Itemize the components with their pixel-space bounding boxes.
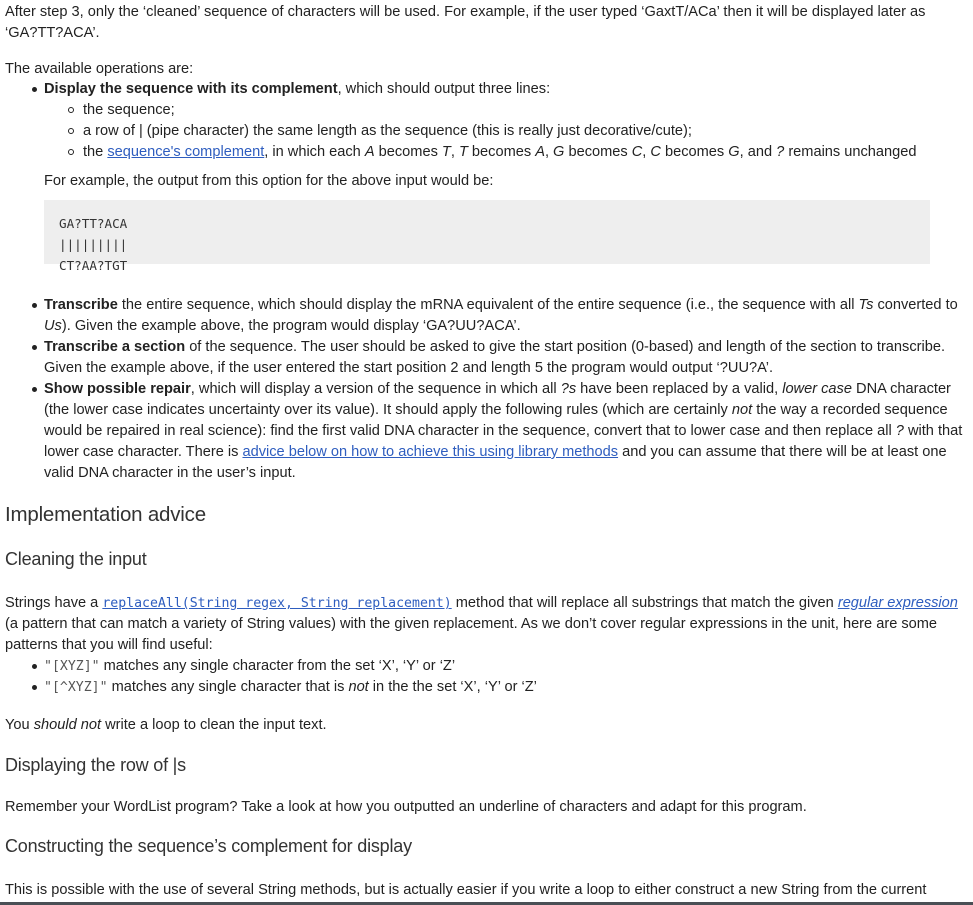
replaceall-link[interactable]	[102, 595, 451, 611]
regex-link-text: regular expression	[837, 595, 958, 611]
example-intro: For example, the output from this option for the above input would be:	[44, 173, 494, 189]
pattern-code: "[XYZ]"	[44, 659, 100, 674]
op-repair-title: Show possible repair	[44, 381, 191, 397]
text: converted to	[873, 297, 958, 313]
complement-paragraph: This is possible with the use of several String methods, but is actually easier if you write a loop to either construct a new String from the current	[5, 882, 927, 898]
op-display-text: , which should output three lines:	[337, 81, 551, 97]
text: method that will replace all substrings that match the given	[451, 595, 838, 611]
op-section-title: Transcribe a section	[44, 339, 186, 355]
sublist-item	[44, 121, 965, 142]
text: with that lower case character. There is	[44, 423, 963, 460]
letter-t: T	[441, 144, 451, 160]
text: matches any single character from the set ‘X’, ‘Y’ or ‘Z’	[99, 658, 456, 674]
pattern-code: "[^XYZ]"	[44, 680, 108, 695]
text: becomes	[467, 144, 536, 160]
wordlist-paragraph: Remember your WordList program? Take a look at how you outputted an underline of characters and adapt for this program.	[5, 799, 807, 815]
intro-paragraph	[5, 2, 960, 44]
list-item-display	[5, 79, 965, 273]
text: ?s	[560, 381, 577, 397]
op-display-title: Display the sequence with its complement	[44, 81, 338, 97]
text: matches any single character that is	[107, 679, 349, 695]
text: Us	[44, 318, 62, 334]
text: Ts	[858, 297, 874, 313]
no-loop-paragraph	[5, 715, 327, 736]
text: ,	[450, 144, 459, 160]
text: becomes	[564, 144, 632, 160]
sub-item-text: a row of | (pipe character) the same length as the sequence (this is really just decorative/cute);	[83, 123, 692, 139]
letter-a: A	[364, 144, 375, 160]
sub-item-text: the	[83, 144, 108, 160]
text: have been replaced by a valid,	[576, 381, 783, 397]
text: not	[731, 402, 753, 418]
heading-implementation-advice: Implementation advice	[5, 503, 206, 526]
text: remains unchanged	[784, 144, 917, 160]
text: becomes	[374, 144, 442, 160]
library-methods-link[interactable]: advice below on how to achieve this using library methods	[242, 444, 619, 460]
text: , and	[739, 144, 777, 160]
text: ). Given the example above, the program would display ‘GA?UU?ACA’.	[61, 318, 521, 334]
letter-a: A	[535, 144, 545, 160]
text: Strings have a	[5, 595, 103, 611]
text: lower case	[782, 381, 852, 397]
sublist-item	[44, 142, 965, 163]
available-operations-label: The available operations are:	[5, 61, 194, 77]
operations-list-part-1	[5, 79, 965, 273]
text: ?	[895, 423, 904, 439]
code-block	[44, 200, 930, 273]
sub-item-text: , in which each	[264, 144, 365, 160]
letter-t: T	[458, 144, 468, 160]
pattern-item	[5, 677, 537, 698]
heading-displaying-row: Displaying the row of |s	[5, 755, 186, 775]
text: ,	[544, 144, 554, 160]
heading-cleaning-input: Cleaning the input	[5, 549, 147, 569]
letter-g: G	[728, 144, 740, 160]
sub-item-text: the sequence;	[83, 102, 175, 118]
list-item-transcribe	[5, 295, 965, 337]
heading-complement: Constructing the sequence’s complement for display	[5, 836, 412, 856]
complement-link[interactable]: sequence's complement	[107, 144, 265, 160]
list-item-repair	[5, 379, 965, 484]
strings-paragraph	[5, 593, 963, 656]
code-line: |||||||||	[59, 237, 128, 252]
replaceall-code: replaceAll(String regex, String replacement)	[102, 596, 452, 611]
text: the entire sequence, which should display the mRNA equivalent of the entire sequence (i.e., the sequence with all	[117, 297, 859, 313]
text: and you can assume that there will be at least one valid DNA character in the user’s input.	[44, 444, 947, 481]
intro-text: After step 3, only the ‘cleaned’ sequence of characters will be used. For example, if the user typed ‘GaxtT/ACa’ then it will be displayed later as ‘GA?TT?ACA’.	[5, 4, 926, 41]
text: not	[348, 679, 369, 695]
regular-expression-link[interactable]	[838, 595, 958, 611]
text: becomes	[660, 144, 729, 160]
text: the way a recorded sequence would be repaired in real science): find the first valid DNA character in the sequence, convert that to lower case and then replace all	[44, 402, 948, 439]
letter-question: ?	[776, 144, 785, 160]
code-line: CT?AA?TGT	[59, 258, 128, 273]
letter-c: C	[650, 144, 661, 160]
text: You	[5, 717, 34, 733]
text: DNA character (the lower case indicates uncertainty over its value). It should apply the following rules (which are certainly	[44, 381, 951, 418]
code-line: GA?TT?ACA	[59, 216, 128, 231]
text: (a pattern that can match a variety of String values) with the given replacement. As we don’t cover regular expressions in the unit, here are some patterns that you will find useful:	[5, 616, 938, 653]
text: write a loop to clean the input text.	[101, 717, 327, 733]
letter-c: C	[631, 144, 643, 160]
letter-g: G	[553, 144, 565, 160]
text: ,	[642, 144, 651, 160]
text: of the sequence. The user should be asked to give the start position (0-based) and length of the section to transcribe. Given the example above, if the user entered the start position 2 and length 5 the program would output ‘?UU?A’.	[44, 339, 946, 376]
sublist-item	[44, 100, 965, 121]
list-item-transcribe-section	[5, 337, 965, 379]
pattern-item	[5, 656, 537, 677]
op-transcribe-title: Transcribe	[44, 297, 118, 313]
text: should not	[33, 717, 102, 733]
text: in the the set ‘X’, ‘Y’ or ‘Z’	[368, 679, 537, 695]
display-sublist	[44, 100, 965, 163]
operations-list-part-2	[5, 295, 965, 484]
pattern-list	[5, 656, 537, 698]
text: , which will display a version of the sequence in which all	[190, 381, 561, 397]
